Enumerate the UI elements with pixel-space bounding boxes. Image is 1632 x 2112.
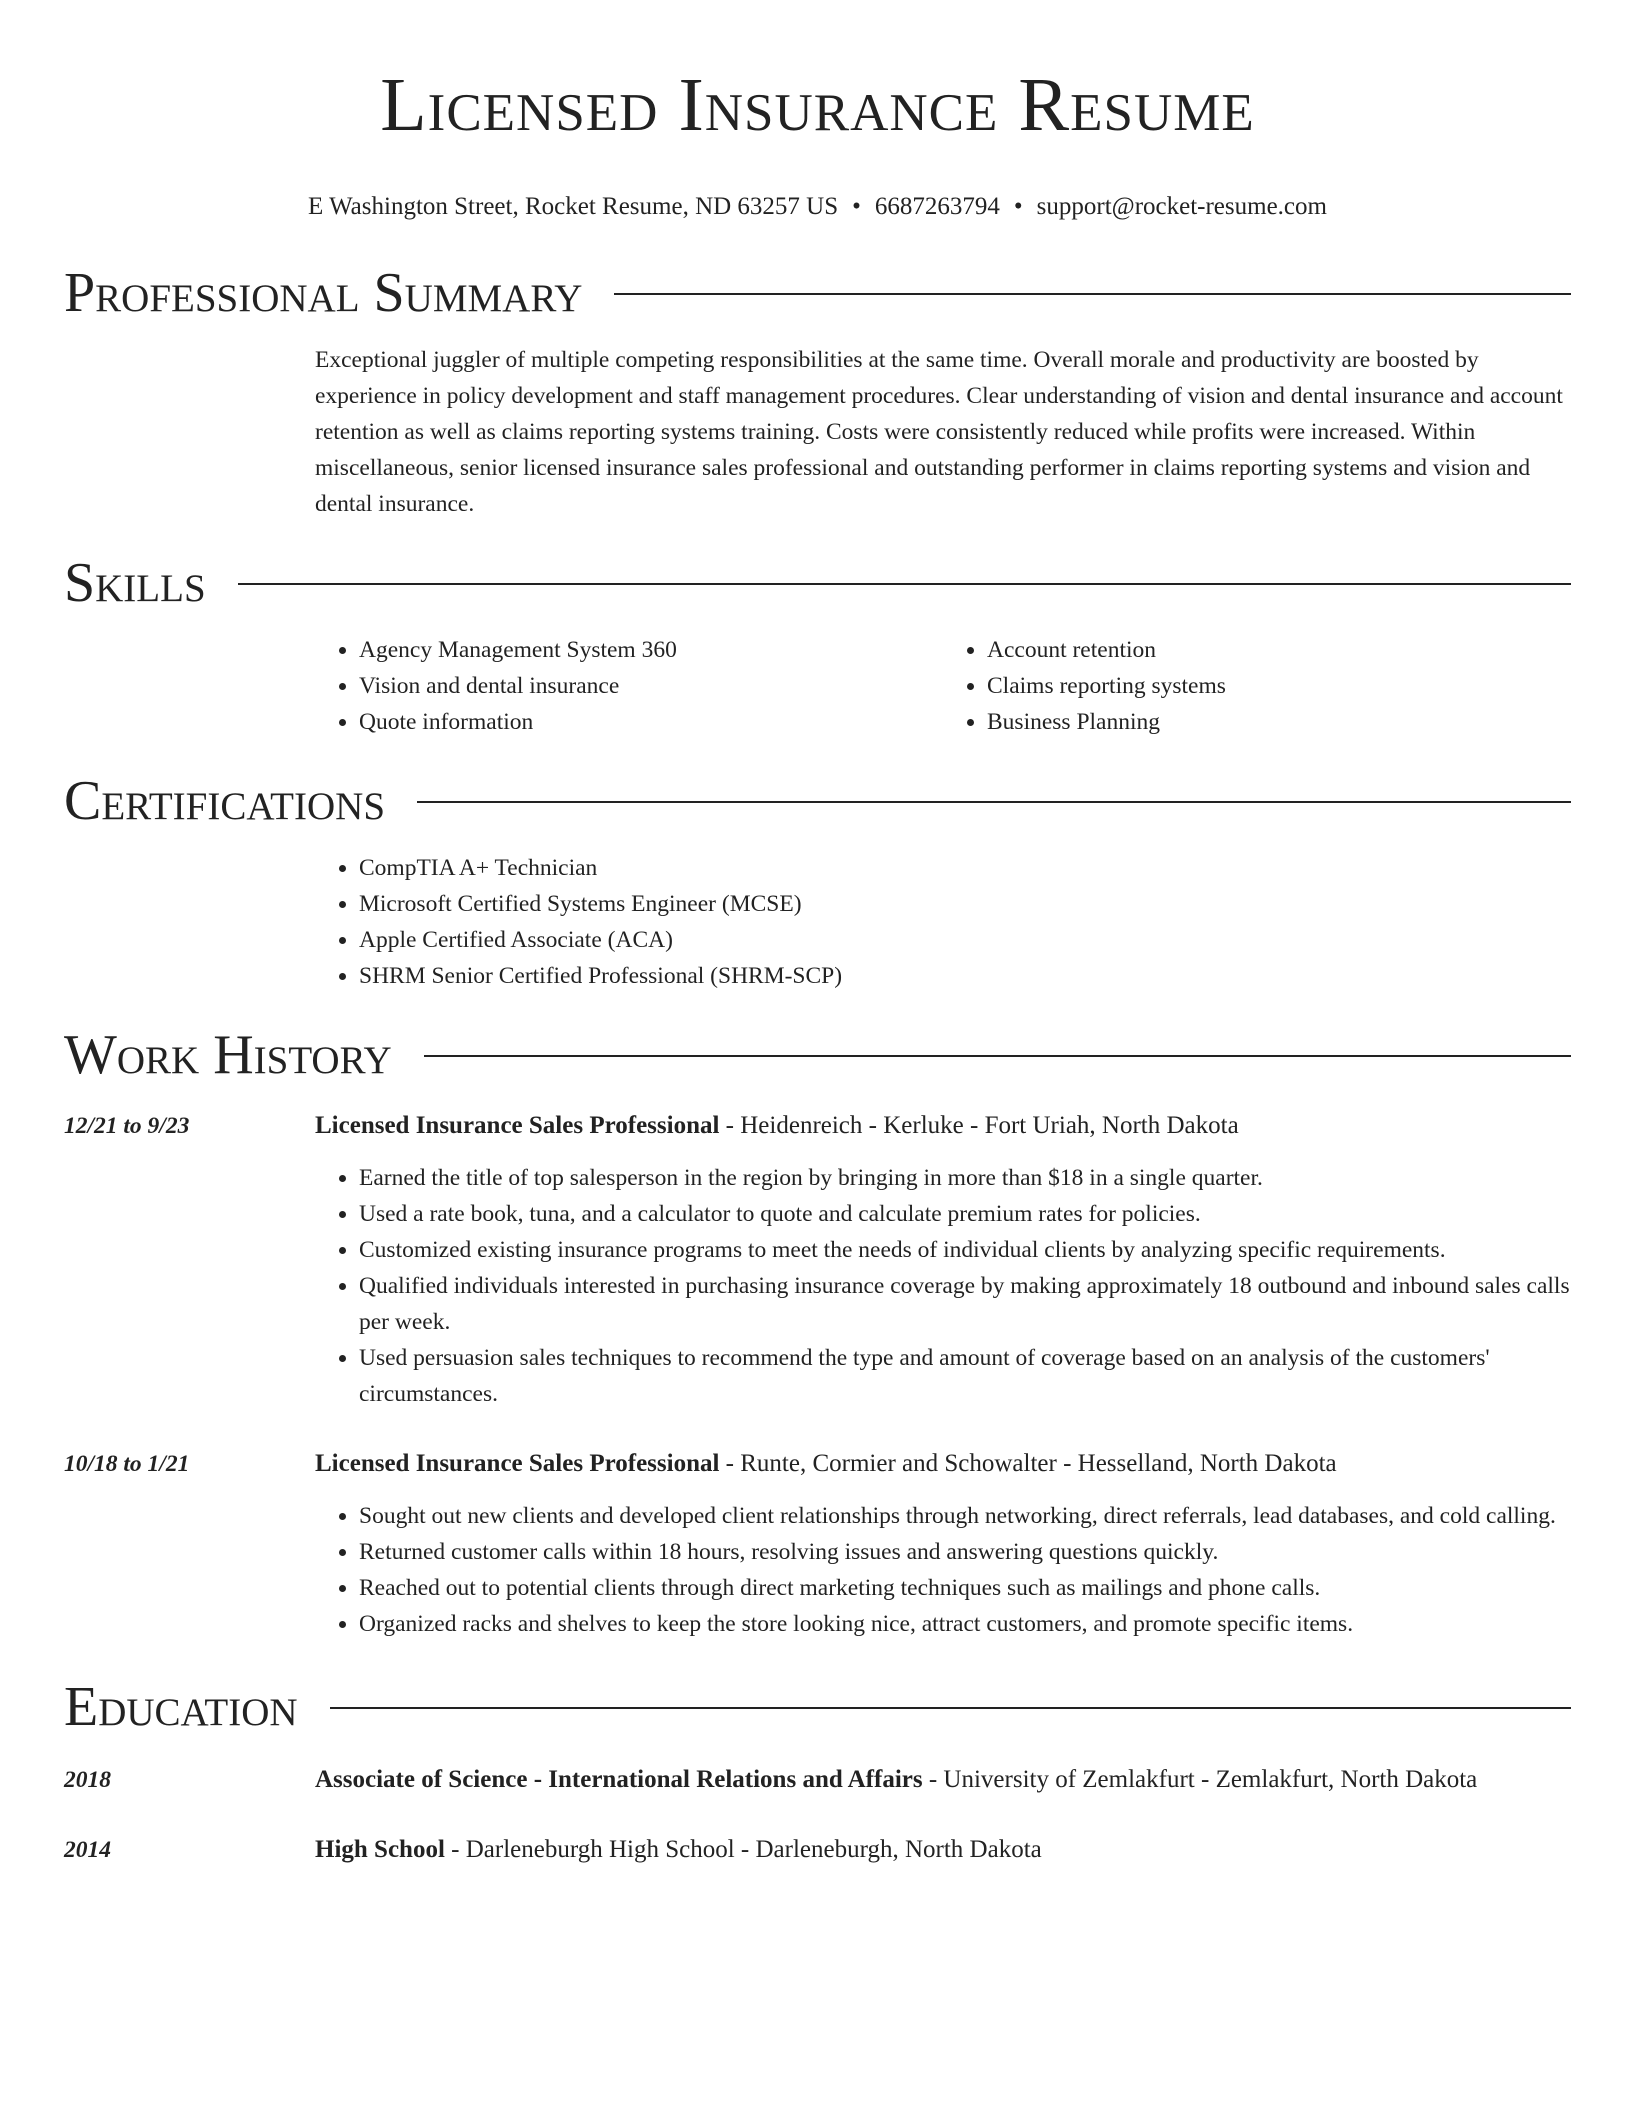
- section-title: Skills: [64, 552, 206, 614]
- section-title: Work History: [64, 1024, 392, 1086]
- list-item: • Microsoft Certified Systems Engineer (MCSE): [359, 886, 1571, 922]
- list-item: • Business Planning: [987, 704, 1571, 740]
- education-heading: [315, 1832, 1042, 1868]
- list-item: • Organized racks and shelves to keep the store looking nice, attract customers, and promote specific items.: [359, 1606, 1571, 1642]
- job-bullets: [315, 1498, 1571, 1642]
- job-dates: 12/21 to 9/23: [64, 1113, 190, 1139]
- separator-dot: •: [852, 193, 861, 220]
- divider: [330, 1707, 1571, 1709]
- skills-list: [315, 632, 1571, 740]
- education-entry: [64, 1832, 1571, 1868]
- section-title: Certifications: [64, 770, 386, 832]
- degree: Associate of Science - International Relations and Affairs: [315, 1766, 923, 1793]
- section-title: Professional Summary: [64, 262, 583, 324]
- school: - Darleneburgh High School - Darleneburgh, North Dakota: [444, 1836, 1042, 1863]
- divider: [424, 1055, 1571, 1057]
- degree: High School: [315, 1836, 445, 1863]
- list-item: • Agency Management System 360: [359, 632, 943, 668]
- list-item: • Sought out new clients and developed client relationships through networking, direct referrals, lead databases, and cold calling.: [359, 1498, 1571, 1534]
- list-item: • Qualified individuals interested in purchasing insurance coverage by making approximately 18 outbound and inbound sales calls per week.: [359, 1268, 1571, 1340]
- phone: 6687263794: [874, 193, 1000, 220]
- skills-column-left: [315, 632, 943, 740]
- contact-line: [64, 190, 1571, 224]
- list-item: • Apple Certified Associate (ACA): [359, 922, 1571, 958]
- email: support@rocket-resume.com: [1036, 193, 1327, 220]
- job-company: - Runte, Cormier and Schowalter - Hesselland, North Dakota: [719, 1450, 1337, 1477]
- list-item: • Earned the title of top salesperson in the region by bringing in more than $18 in a single quarter.: [359, 1160, 1571, 1196]
- job-company: - Heidenreich - Kerluke - Fort Uriah, North Dakota: [719, 1112, 1239, 1139]
- job-bullets: [315, 1160, 1571, 1412]
- education-heading: [315, 1762, 1477, 1798]
- divider: [417, 801, 1571, 803]
- list-item: • SHRM Senior Certified Professional (SHRM-SCP): [359, 958, 1571, 994]
- section-header-certifications: [64, 766, 1571, 836]
- resume-page: [64, 0, 1571, 1868]
- education-year: 2014: [64, 1837, 111, 1863]
- job-title: Licensed Insurance Sales Professional: [315, 1450, 720, 1477]
- list-item: • Customized existing insurance programs to meet the needs of individual clients by analyzing specific requirements.: [359, 1232, 1571, 1268]
- section-header-education: [64, 1672, 1571, 1742]
- skills-column-right: [943, 632, 1571, 740]
- job-entry: [64, 1446, 1571, 1642]
- section-header-skills: [64, 548, 1571, 618]
- job-heading: [315, 1108, 1239, 1144]
- job-title: Licensed Insurance Sales Professional: [315, 1112, 720, 1139]
- resume-title: Licensed Insurance Resume: [380, 63, 1255, 147]
- separator-dot: •: [1013, 193, 1023, 220]
- list-item: • CompTIA A+ Technician: [359, 850, 1571, 886]
- divider: [238, 583, 1571, 585]
- list-item: • Account retention: [987, 632, 1571, 668]
- section-header-work-history: [64, 1020, 1571, 1090]
- school: - University of Zemlakfurt - Zemlakfurt, North Dakota: [922, 1766, 1478, 1793]
- job-heading: [315, 1446, 1337, 1482]
- list-item: • Vision and dental insurance: [359, 668, 943, 704]
- list-item: • Claims reporting systems: [987, 668, 1571, 704]
- section-header-summary: [64, 258, 1571, 328]
- section-title: Education: [64, 1676, 298, 1738]
- certifications-list: [315, 850, 1571, 994]
- list-item: • Used persuasion sales techniques to recommend the type and amount of coverage based on an analysis of the customers' circumstances.: [359, 1340, 1571, 1412]
- divider: [614, 293, 1571, 295]
- summary-text: Exceptional juggler of multiple competing responsibilities at the same time. Overall morale and productivity are boosted by experience in policy development and staff management procedures. Clear understanding of vision and dental insurance and account retention as well as claims reporting systems training. Costs were consistently reduced while profits were increased. Within miscellaneous, senior licensed insurance sales professional and outstanding performer in claims reporting systems and vision and dental insurance.: [315, 347, 1563, 517]
- list-item: • Returned customer calls within 18 hours, resolving issues and answering questions quickly.: [359, 1534, 1571, 1570]
- education-year: 2018: [64, 1767, 111, 1793]
- address: E Washington Street, Rocket Resume, ND 63257 US: [308, 193, 839, 220]
- education-entry: [64, 1762, 1571, 1798]
- list-item: • Quote information: [359, 704, 943, 740]
- job-entry: [64, 1108, 1571, 1412]
- list-item: • Used a rate book, tuna, and a calculator to quote and calculate premium rates for policies.: [359, 1196, 1571, 1232]
- job-dates: 10/18 to 1/21: [64, 1451, 190, 1477]
- list-item: • Reached out to potential clients through direct marketing techniques such as mailings and phone calls.: [359, 1570, 1571, 1606]
